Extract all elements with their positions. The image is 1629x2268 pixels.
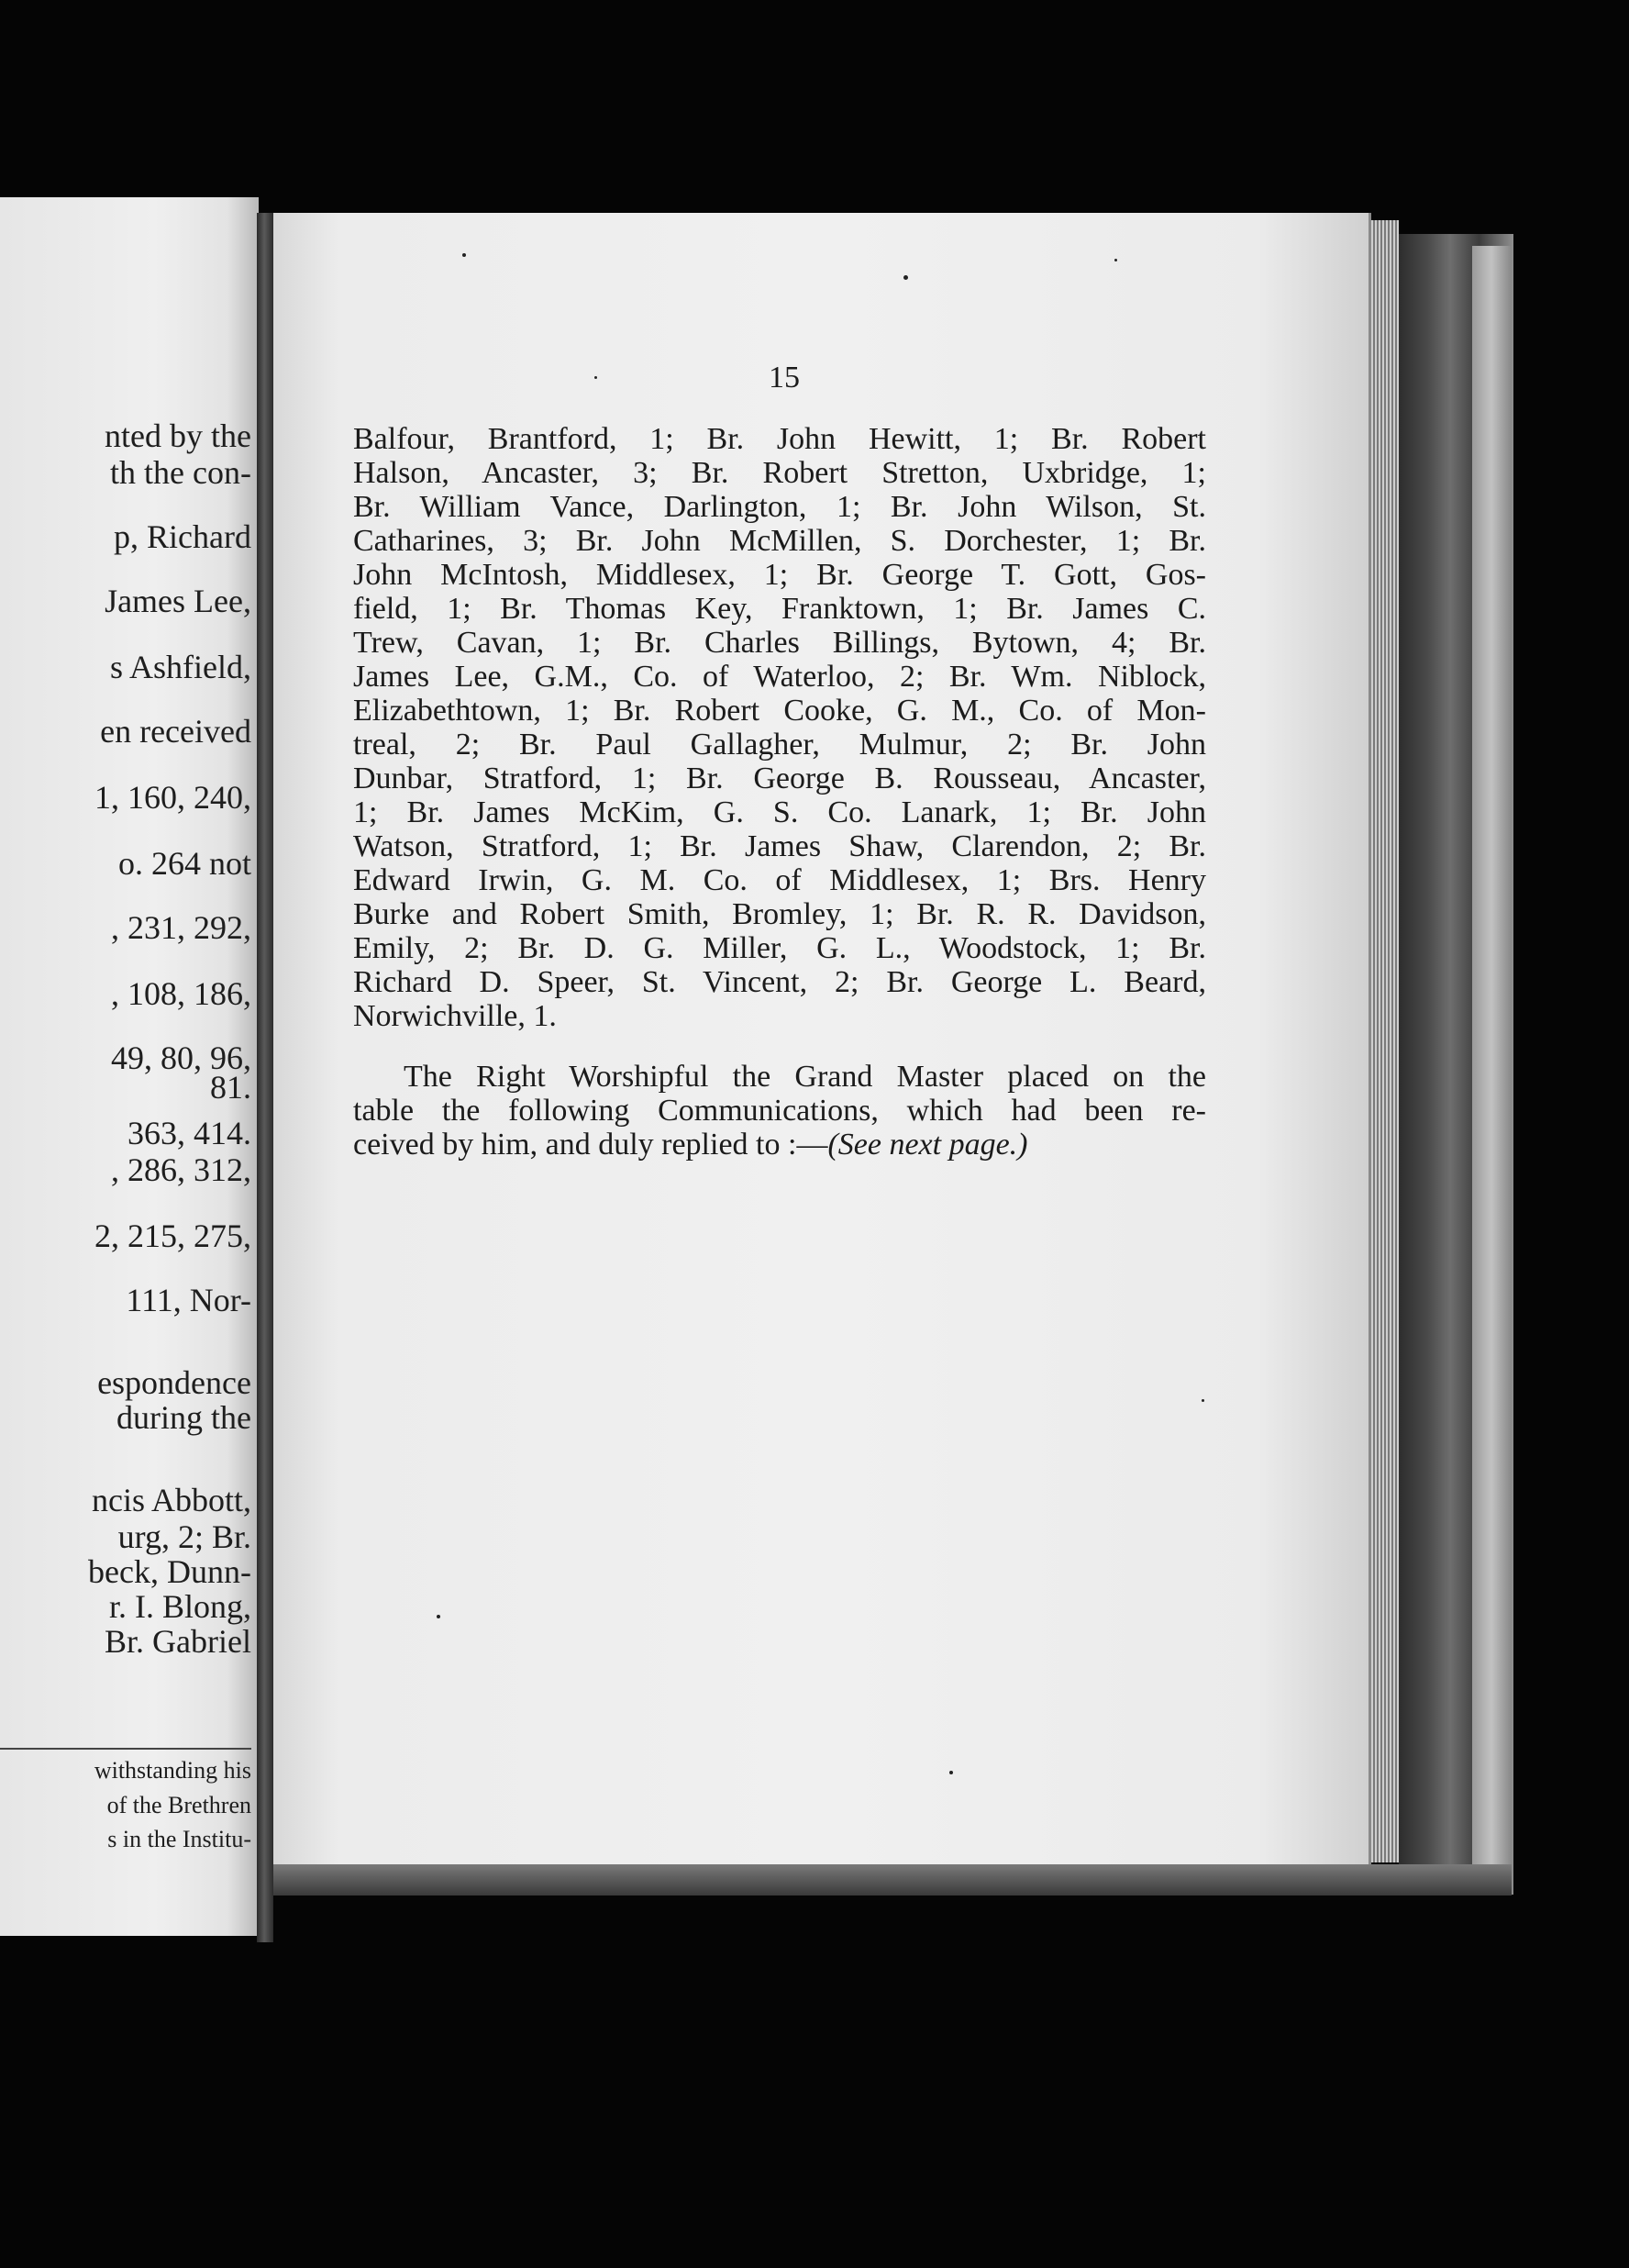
text-line: table the following Communications, which had been re- [353, 1094, 1206, 1128]
book-gutter [257, 213, 273, 1942]
page-number: 15 [769, 361, 800, 395]
text-line: Catharines, 3; Br. John McMillen, S. Dorchester, 1; Br. [353, 524, 1206, 558]
scan-speck [594, 376, 597, 379]
see-next-page-note: (See next page.) [827, 1128, 1028, 1162]
text-line: The Right Worshipful the Grand Master placed on the [404, 1060, 1206, 1094]
left-page-line: Br. Gabriel [105, 1623, 251, 1660]
text-line: Dunbar, Stratford, 1; Br. George B. Rousseau, Ancaster, [353, 762, 1206, 795]
scan-speck [437, 1615, 440, 1618]
text-line: Balfour, Brantford, 1; Br. John Hewitt, 1; Br. Robert [353, 422, 1206, 456]
left-page-line: 111, Nor- [126, 1282, 251, 1318]
scan-speck [1114, 259, 1117, 261]
left-page-line: beck, Dunn- [88, 1553, 251, 1590]
left-page-line: p, Richard [114, 518, 251, 555]
text-line: 1; Br. James McKim, G. S. Co. Lanark, 1; Br. John [353, 795, 1206, 829]
left-page-line: 49, 80, 96, [111, 1040, 251, 1076]
paragraph-donations [353, 422, 1206, 1033]
scan-speck [1202, 1399, 1204, 1402]
left-page-line: James Lee, [105, 583, 251, 619]
left-footnote-line: s in the Institu- [107, 1826, 251, 1852]
text-line: James Lee, G.M., Co. of Waterloo, 2; Br. Wm. Niblock, [353, 660, 1206, 694]
text-line: Norwichville, 1. [353, 999, 557, 1033]
text-line: John McIntosh, Middlesex, 1; Br. George T. Gott, Gos- [353, 558, 1206, 592]
left-page-line: urg, 2; Br. [117, 1518, 251, 1555]
left-page-line: 81. [210, 1069, 251, 1106]
text-line: Br. William Vance, Darlington, 1; Br. John Wilson, St. [353, 490, 1206, 524]
left-page-line: en received [100, 713, 251, 750]
left-page-line: o. 264 not [117, 845, 251, 882]
left-page-line: during the [116, 1399, 251, 1436]
left-footnote-line: withstanding his [94, 1757, 251, 1784]
scan-speck [462, 253, 466, 257]
book-binding-board [1472, 246, 1511, 1879]
text-line: Trew, Cavan, 1; Br. Charles Billings, Bytown, 4; Br. [353, 626, 1206, 660]
left-footnote-line: of the Brethren [106, 1792, 251, 1818]
text-line: Emily, 2; Br. D. G. Miller, G. L., Woodstock, 1; Br. [353, 931, 1206, 965]
left-page-line: 1, 160, 240, [94, 779, 251, 816]
left-page-line: r. I. Blong, [108, 1588, 251, 1625]
text-line: Watson, Stratford, 1; Br. James Shaw, Clarendon, 2; Br. [353, 829, 1206, 863]
left-page-line: ncis Abbott, [91, 1482, 251, 1518]
page-stack-edge [1371, 220, 1399, 1862]
text-line: Halson, Ancaster, 3; Br. Robert Stretton, Uxbridge, 1; [353, 456, 1206, 490]
left-page-line: espondence [97, 1364, 251, 1401]
left-page-line: , 231, 292, [111, 909, 251, 946]
text-line-final [353, 1128, 1206, 1162]
footnote-rule [0, 1748, 251, 1750]
left-page-line: , 108, 186, [111, 975, 251, 1012]
text-line: Burke and Robert Smith, Bromley, 1; Br. R. R. Davidson, [353, 897, 1206, 931]
text-line-plain: ceived by him, and duly replied to :— [353, 1128, 828, 1162]
text-line: treal, 2; Br. Paul Gallagher, Mulmur, 2; Br. John [353, 728, 1206, 762]
text-line: Richard D. Speer, St. Vincent, 2; Br. George L. Beard, [353, 965, 1206, 999]
text-line: Edward Irwin, G. M. Co. of Middlesex, 1; Brs. Henry [353, 863, 1206, 897]
left-page-line: nted by the [105, 417, 251, 454]
left-page-line: , 286, 312, [111, 1151, 251, 1188]
left-page-line: 2, 215, 275, [94, 1217, 251, 1254]
paragraph-communications [353, 1060, 1206, 1162]
left-page-line: th the con- [110, 454, 251, 491]
left-page [0, 197, 259, 1936]
scan-speck [903, 275, 908, 280]
left-page-line: s Ashfield, [109, 649, 251, 685]
left-page-line: 363, 414. [127, 1115, 251, 1151]
scan-speck [949, 1771, 953, 1774]
page-bottom-edge [273, 1864, 1512, 1896]
text-line: field, 1; Br. Thomas Key, Franktown, 1; Br. James C. [353, 592, 1206, 626]
text-line: Elizabethtown, 1; Br. Robert Cooke, G. M., Co. of Mon- [353, 694, 1206, 728]
